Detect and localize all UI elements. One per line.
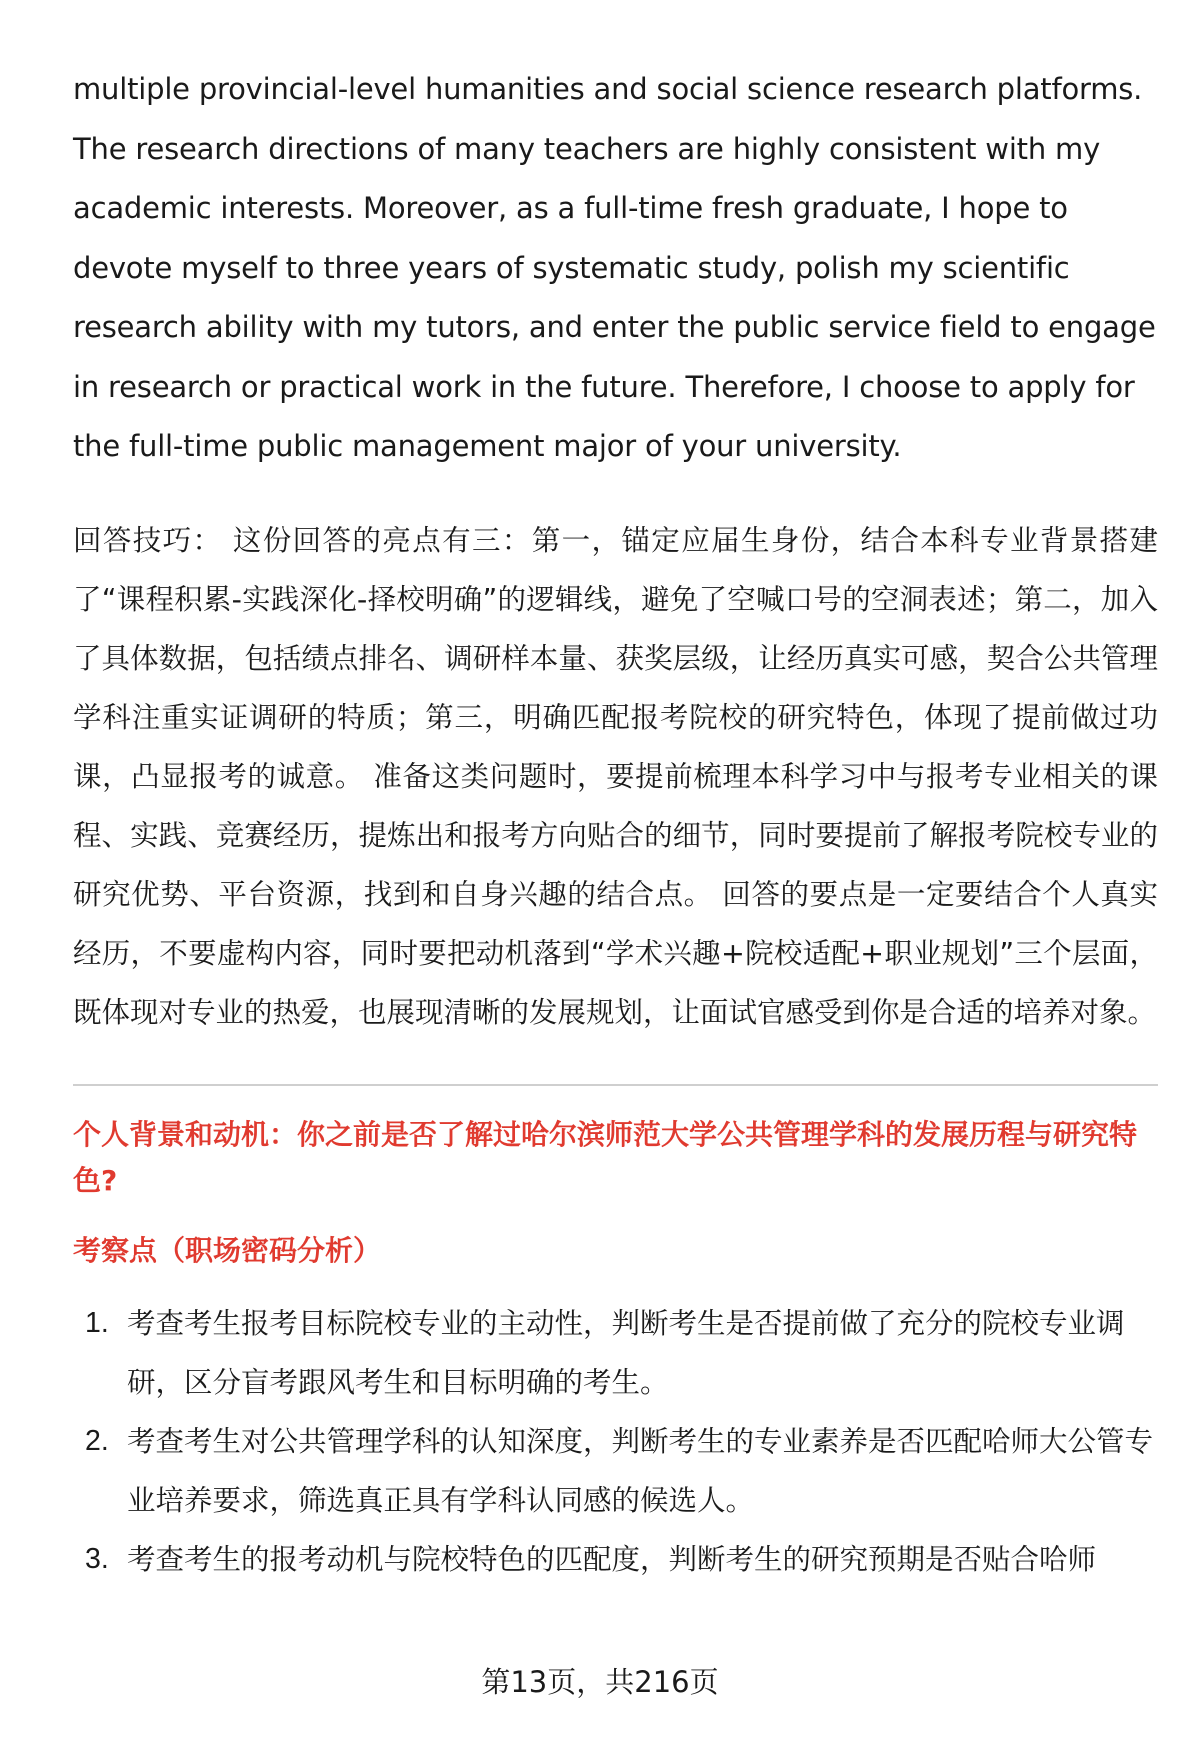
assessment-points-list	[73, 1294, 1158, 1589]
list-item-text: 考查考生的报考动机与院校特色的匹配度，判断考生的研究预期是否贴合哈师	[127, 1542, 1097, 1576]
list-item	[73, 1294, 1158, 1412]
list-item-number: 1.	[85, 1306, 109, 1339]
question-heading: 个人背景和动机：你之前是否了解过哈尔滨师范大学公共管理学科的发展历程与研究特色?	[73, 1117, 1138, 1197]
list-item-text: 考查考生报考目标院校专业的主动性，判断考生是否提前做了充分的院校专业调研，区分盲考跟风考生和目标明确的考生。	[127, 1306, 1125, 1399]
list-item-number: 3.	[85, 1542, 109, 1575]
page-footer: 第13页，共216页	[481, 1665, 719, 1699]
list-item	[73, 1530, 1158, 1589]
list-item	[73, 1412, 1158, 1530]
section-divider	[73, 1084, 1158, 1086]
intro-paragraph: multiple provincial-level humanities and social science research platforms. The research directions of many teachers are highly consistent with my academic interests. Moreover, as a full-time fresh graduate, I hope to devote myself to three years of systematic study, polish my scientific research ability with my tutors, and enter the public service field to engage in research or practical work in the future. Therefore, I choose to apply for the full-time public management major of your university.	[73, 72, 1156, 463]
assessment-points-heading: 考察点（职场密码分析）	[73, 1233, 382, 1267]
list-item-text: 考查考生对公共管理学科的认知深度，判断考生的专业素养是否匹配哈师大公管专业培养要求，筛选真正具有学科认同感的候选人。	[127, 1424, 1154, 1517]
list-item-number: 2.	[85, 1424, 109, 1457]
page-content	[73, 60, 1158, 1589]
answer-tips-paragraph: 回答技巧： 这份回答的亮点有三：第一，锚定应届生身份，结合本科专业背景搭建了“课程积累-实践深化-择校明确”的逻辑线，避免了空喊口号的空洞表述；第二，加入了具体数据，包括绩点排名、调研样本量、获奖层级，让经历真实可感，契合公共管理学科注重实证调研的特质；第三，明确匹配报考院校的研究特色，体现了提前做过功课，凸显报考的诚意。 准备这类问题时，要提前梳理本科学习中与报考专业相关的课程、实践、竞赛经历，提炼出和报考方向贴合的细节，同时要提前了解报考院校专业的研究优势、平台资源，找到和自身兴趣的结合点。 回答的要点是一定要结合个人真实经历，不要虚构内容，同时要把动机落到“学术兴趣+院校适配+职业规划”三个层面，既体现对专业的热爱，也展现清晰的发展规划，让面试官感受到你是合适的培养对象。	[73, 523, 1158, 1029]
